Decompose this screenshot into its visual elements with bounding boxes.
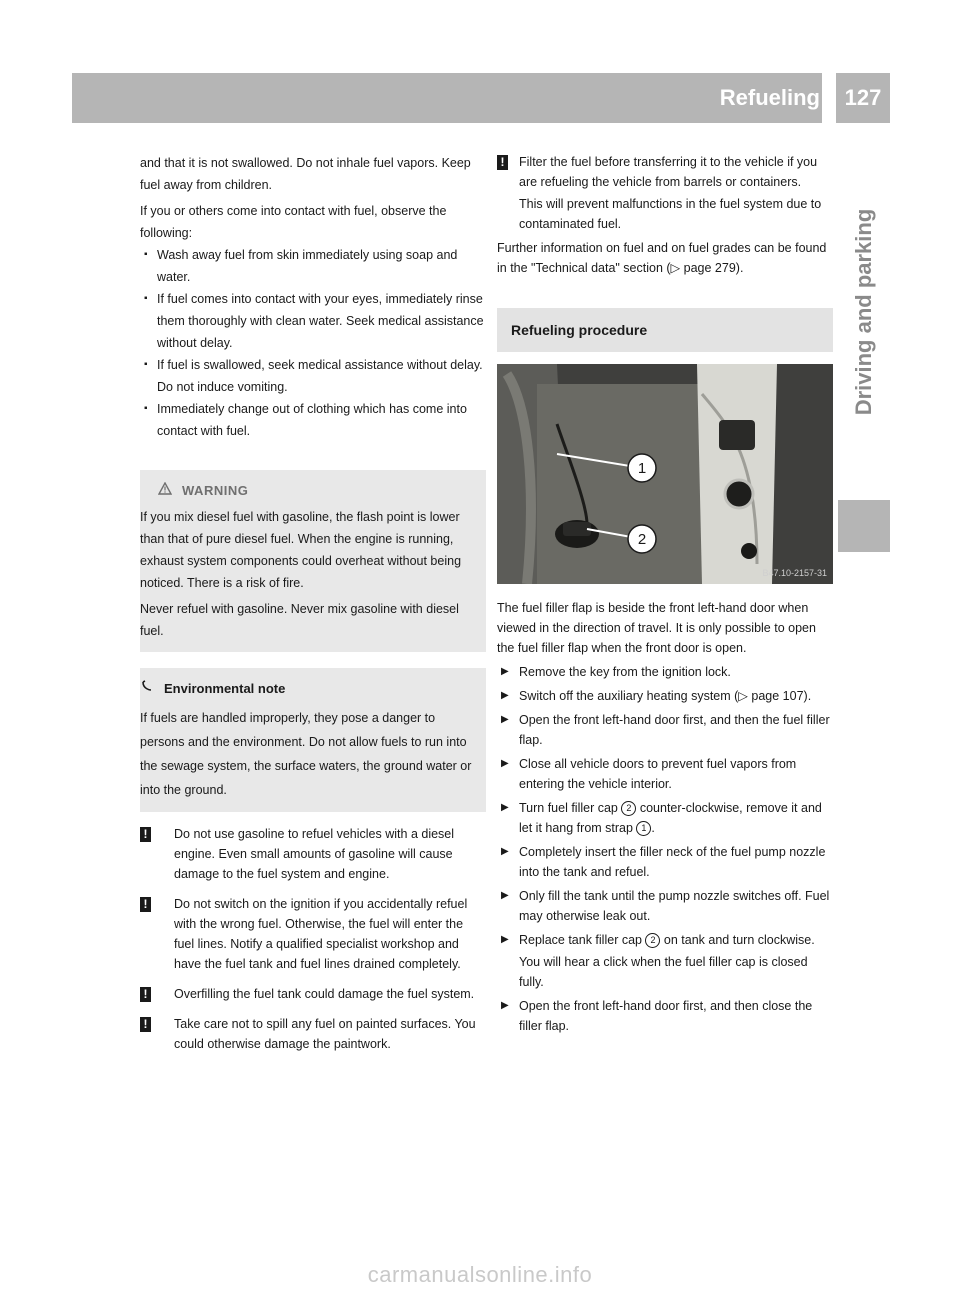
environment-label: Environmental note — [164, 681, 286, 696]
side-tab-label: Driving and parking — [851, 208, 876, 416]
figure-id: B47.10-2157-31 — [762, 568, 827, 578]
right-column — [497, 152, 833, 1036]
warning-box — [140, 470, 486, 652]
callout-ref: 2 — [645, 933, 660, 948]
notice-overfill: ! Overfilling the fuel tank could damage the fuel system. — [140, 984, 486, 1004]
watermark: carmanualsonline.info — [367, 1262, 593, 1287]
callout-ref: 2 — [621, 801, 636, 816]
warning-title — [140, 480, 476, 502]
section-heading: Refueling procedure — [497, 308, 833, 352]
side-tab-marker — [838, 500, 890, 552]
step: ▶ Switch off the auxiliary heating system (▷ page 107). — [497, 686, 833, 706]
notice-gasoline: ! Do not use gasoline to refuel vehicles with a diesel engine. Even small amounts of gasoline will cause damage to the fuel system and engine. — [140, 824, 486, 884]
step: ▶ Only fill the tank until the pump nozzle switches off. Fuel may otherwise leak out. — [497, 886, 833, 926]
step: ▶ Completely insert the filler neck of the fuel pump nozzle into the tank and refuel. — [497, 842, 833, 882]
environment-title — [140, 678, 476, 700]
warning-label: WARNING — [182, 483, 249, 498]
environment-text: If fuels are handled improperly, they pose a danger to persons and the environment. Do not allow fuels to run into the sewage system, the surface waters, the ground water or into the ground. — [140, 711, 472, 797]
callout-2: 2 — [637, 531, 647, 548]
environment-box — [140, 668, 486, 812]
notice-filter: ! Filter the fuel before transferring it to the vehicle if you are refueling the vehicle from barrels or containers. This will prevent malfunctions in the fuel system due to contaminated fuel. — [497, 152, 833, 234]
fuel-filler-figure — [497, 364, 833, 584]
callout-1: 1 — [637, 460, 647, 477]
contact-intro: If you or others come into contact with fuel, observe the following: — [140, 204, 447, 240]
page-number: 127 — [836, 73, 890, 123]
notice-icon: ! — [140, 897, 151, 912]
notice-icon: ! — [497, 155, 508, 170]
notice-icon: ! — [140, 827, 151, 842]
left-column — [140, 152, 486, 1054]
procedure-steps — [497, 662, 833, 1036]
filler-text: The fuel filler flap is beside the front left-hand door when viewed in the direction of travel. It is only possible to open the fuel filler flap when the front door is open. — [497, 601, 816, 655]
page-header-title: Refueling — [719, 85, 820, 110]
notice-icon: ! — [140, 1017, 151, 1032]
callout-ref: 1 — [636, 821, 651, 836]
notice-filter-detail: This will prevent malfunctions in the fuel system due to contaminated fuel. — [519, 197, 822, 231]
warning-text: Never refuel with gasoline. Never mix gasoline with diesel fuel. — [140, 602, 459, 638]
notice-paint: ! Take care not to spill any fuel on painted surfaces. You could otherwise damage the paintwork. — [140, 1014, 486, 1054]
warning-triangle-icon — [158, 480, 172, 502]
step: ▶ Turn fuel filler cap 2 counter-clockwise, remove it and let it hang from strap 1 . — [497, 798, 833, 838]
step: ▶ Open the front left-hand door first, and then the fuel filler flap. — [497, 710, 833, 750]
intro-text: and that it is not swallowed. Do not inhale fuel vapors. Keep fuel away from children. — [140, 156, 471, 192]
step: ▶ Remove the key from the ignition lock. — [497, 662, 833, 682]
contact-list — [140, 244, 486, 442]
warning-text: If you mix diesel fuel with gasoline, the flash point is lower than that of pure diesel fuel. When the engine is running, exhaust system components could overheat without being noticed. There is a risk of fire. — [140, 510, 462, 590]
notice-ignition: ! Do not switch on the ignition if you accidentally refuel with the wrong fuel. Otherwise, the fuel will enter the fuel lines. Notify a qualified specialist workshop and have the fuel tank and fuel lines drained completely. — [140, 894, 486, 974]
list-item: ▪ If fuel comes into contact with your eyes, immediately rinse them thoroughly with clean water. Seek medical assistance without delay. — [140, 288, 486, 354]
step: ▶ Open the front left-hand door first, and then close the filler flap. — [497, 996, 833, 1036]
fuel-filler-illustration — [497, 364, 833, 584]
list-item: ▪ Immediately change out of clothing which has come into contact with fuel. — [140, 398, 486, 442]
further-info: Further information on fuel and on fuel grades can be found in the "Technical data" section (▷ page 279). — [497, 241, 827, 275]
list-item: ▪ If fuel is swallowed, seek medical assistance without delay. Do not induce vomiting. — [140, 354, 486, 398]
step: ▶ Replace tank filler cap 2 on tank and turn clockwise. You will hear a click when the fuel filler cap is closed fully. — [497, 930, 833, 992]
list-item: ▪ Wash away fuel from skin immediately using soap and water. — [140, 244, 486, 288]
environment-leaf-icon — [140, 678, 154, 700]
step-detail: You will hear a click when the fuel filler cap is closed fully. — [519, 955, 808, 989]
step: ▶ Close all vehicle doors to prevent fuel vapors from entering the vehicle interior. — [497, 754, 833, 794]
side-tab — [838, 128, 890, 496]
notice-icon: ! — [140, 987, 151, 1002]
